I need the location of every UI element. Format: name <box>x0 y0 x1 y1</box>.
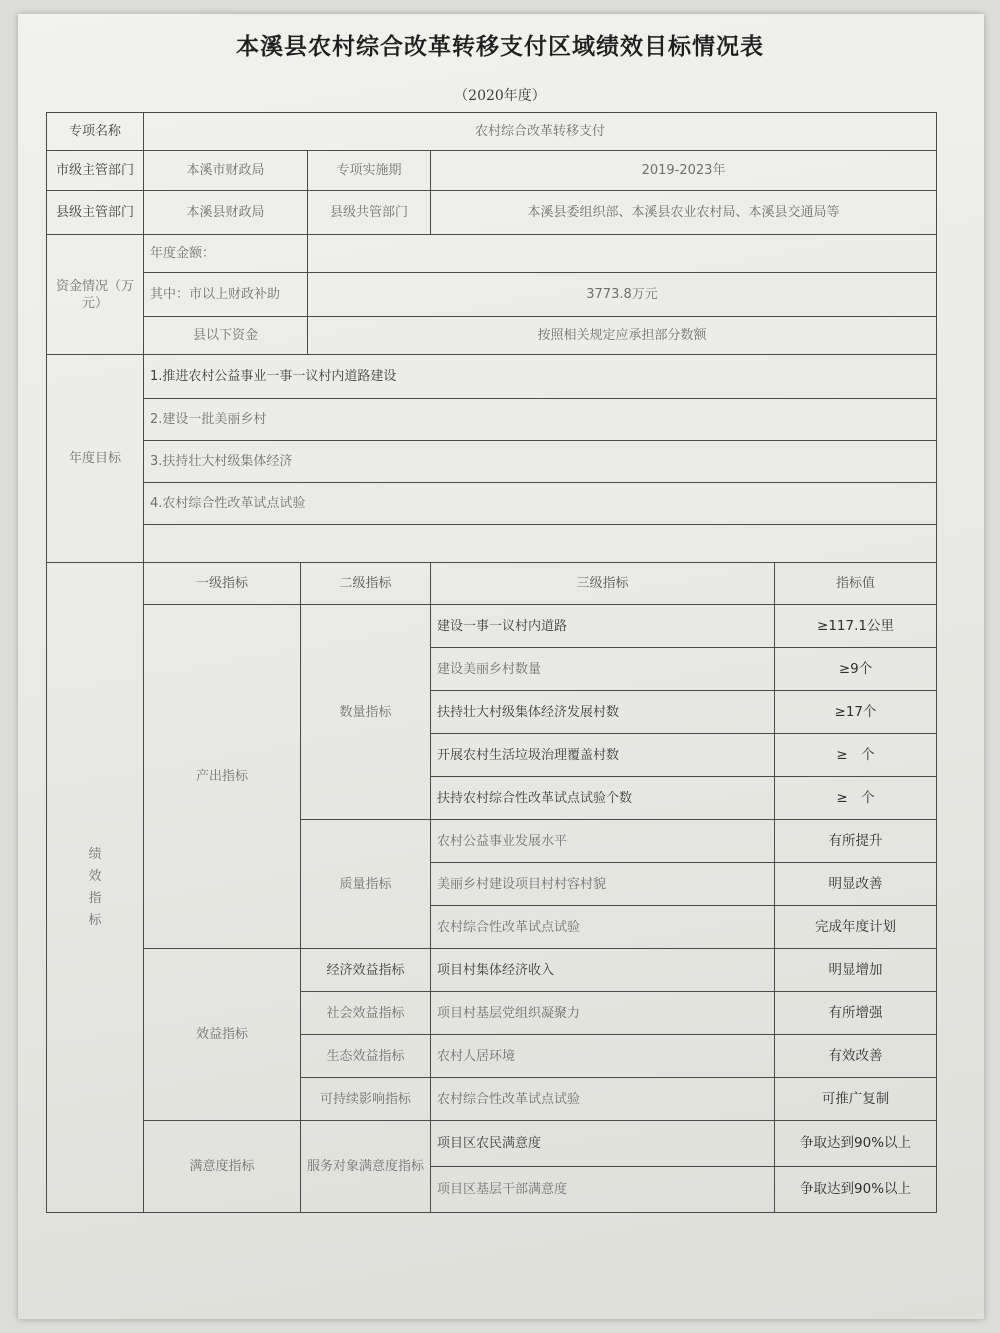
indicator-value: 有所提升 <box>775 820 937 863</box>
period-value: 2019-2023年 <box>431 151 937 191</box>
goal-item: 4.农村综合性改革试点试验 <box>144 483 937 525</box>
indicator-value: ≥ 个 <box>775 734 937 777</box>
level2-economic: 经济效益指标 <box>301 949 431 992</box>
indicators-section-text: 绩效指标 <box>88 846 102 928</box>
indicators-section-label <box>47 563 144 1213</box>
level2-ecological: 生态效益指标 <box>301 1035 431 1078</box>
level3-item: 农村综合性改革试点试验 <box>431 1078 775 1121</box>
indicator-value: 有效改善 <box>775 1035 937 1078</box>
county-dept-label: 县级主管部门 <box>47 191 144 235</box>
level3-item: 农村综合性改革试点试验 <box>431 906 775 949</box>
level3-item: 美丽乡村建设项目村村容村貌 <box>431 863 775 906</box>
level3-item: 农村公益事业发展水平 <box>431 820 775 863</box>
indicator-value: 有所增强 <box>775 992 937 1035</box>
indicator-value: ≥117.1公里 <box>775 605 937 648</box>
level2-quantity: 数量指标 <box>301 605 431 820</box>
city-dept-label: 市级主管部门 <box>47 151 144 191</box>
project-name-label: 专项名称 <box>47 113 144 151</box>
level3-item: 开展农村生活垃圾治理覆盖村数 <box>431 734 775 777</box>
level3-item: 农村人居环境 <box>431 1035 775 1078</box>
funds-city-value: 3773.8万元 <box>308 273 937 317</box>
funds-annual-label: 年度金额： <box>144 235 308 273</box>
level3-item: 建设美丽乡村数量 <box>431 648 775 691</box>
level3-item: 项目村集体经济收入 <box>431 949 775 992</box>
page-title: 本溪县农村综合改革转移支付区域绩效目标情况表 <box>236 33 764 60</box>
level2-service-satisfaction: 服务对象满意度指标 <box>301 1121 431 1213</box>
indicator-value: 争取达到90%以上 <box>775 1167 937 1213</box>
level3-item: 扶持农村综合性改革试点试验个数 <box>431 777 775 820</box>
goal-item: 3.扶持壮大村级集体经济 <box>144 441 937 483</box>
indicator-value: 可推广复制 <box>775 1078 937 1121</box>
indicator-value: 完成年度计划 <box>775 906 937 949</box>
goal-item-empty <box>144 525 937 563</box>
performance-target-table <box>46 112 937 1213</box>
goals-label: 年度目标 <box>47 355 144 563</box>
county-partner-label: 县级共管部门 <box>308 191 431 235</box>
indicator-value: ≥ 个 <box>775 777 937 820</box>
indicator-value: 明显改善 <box>775 863 937 906</box>
funds-county-label: 县以下资金 <box>144 317 308 355</box>
level2-social: 社会效益指标 <box>301 992 431 1035</box>
level1-benefit: 效益指标 <box>144 949 301 1121</box>
period-label: 专项实施期 <box>308 151 431 191</box>
level3-item: 项目区基层干部满意度 <box>431 1167 775 1213</box>
indicator-value: ≥9个 <box>775 648 937 691</box>
level3-item: 项目区农民满意度 <box>431 1121 775 1167</box>
col-level3-header: 三级指标 <box>431 563 775 605</box>
col-value-header: 指标值 <box>775 563 937 605</box>
col-level2-header: 二级指标 <box>301 563 431 605</box>
level1-satisfaction: 满意度指标 <box>144 1121 301 1213</box>
level3-item: 建设一事一议村内道路 <box>431 605 775 648</box>
level2-sustainable: 可持续影响指标 <box>301 1078 431 1121</box>
county-partner-value: 本溪县委组织部、本溪县农业农村局、本溪县交通局等 <box>431 191 937 235</box>
level3-item: 项目村基层党组织凝聚力 <box>431 992 775 1035</box>
goal-item: 2.建设一批美丽乡村 <box>144 399 937 441</box>
indicator-value: 明显增加 <box>775 949 937 992</box>
city-dept-value: 本溪市财政局 <box>144 151 308 191</box>
funds-annual-value <box>308 235 937 273</box>
level2-quality: 质量指标 <box>301 820 431 949</box>
funds-city-label: 其中：市以上财政补助 <box>144 273 308 317</box>
goal-item: 1.推进农村公益事业一事一议村内道路建设 <box>144 355 937 399</box>
funds-county-value: 按照相关规定应承担部分数额 <box>308 317 937 355</box>
funds-label: 资金情况（万元） <box>47 235 144 355</box>
county-dept-value: 本溪县财政局 <box>144 191 308 235</box>
indicator-value: ≥17个 <box>775 691 937 734</box>
level1-output: 产出指标 <box>144 605 301 949</box>
col-level1-header: 一级指标 <box>144 563 301 605</box>
indicator-value: 争取达到90%以上 <box>775 1121 937 1167</box>
project-name-value: 农村综合改革转移支付 <box>144 113 937 151</box>
level3-item: 扶持壮大村级集体经济发展村数 <box>431 691 775 734</box>
year-subtitle: （2020年度） <box>454 88 546 104</box>
